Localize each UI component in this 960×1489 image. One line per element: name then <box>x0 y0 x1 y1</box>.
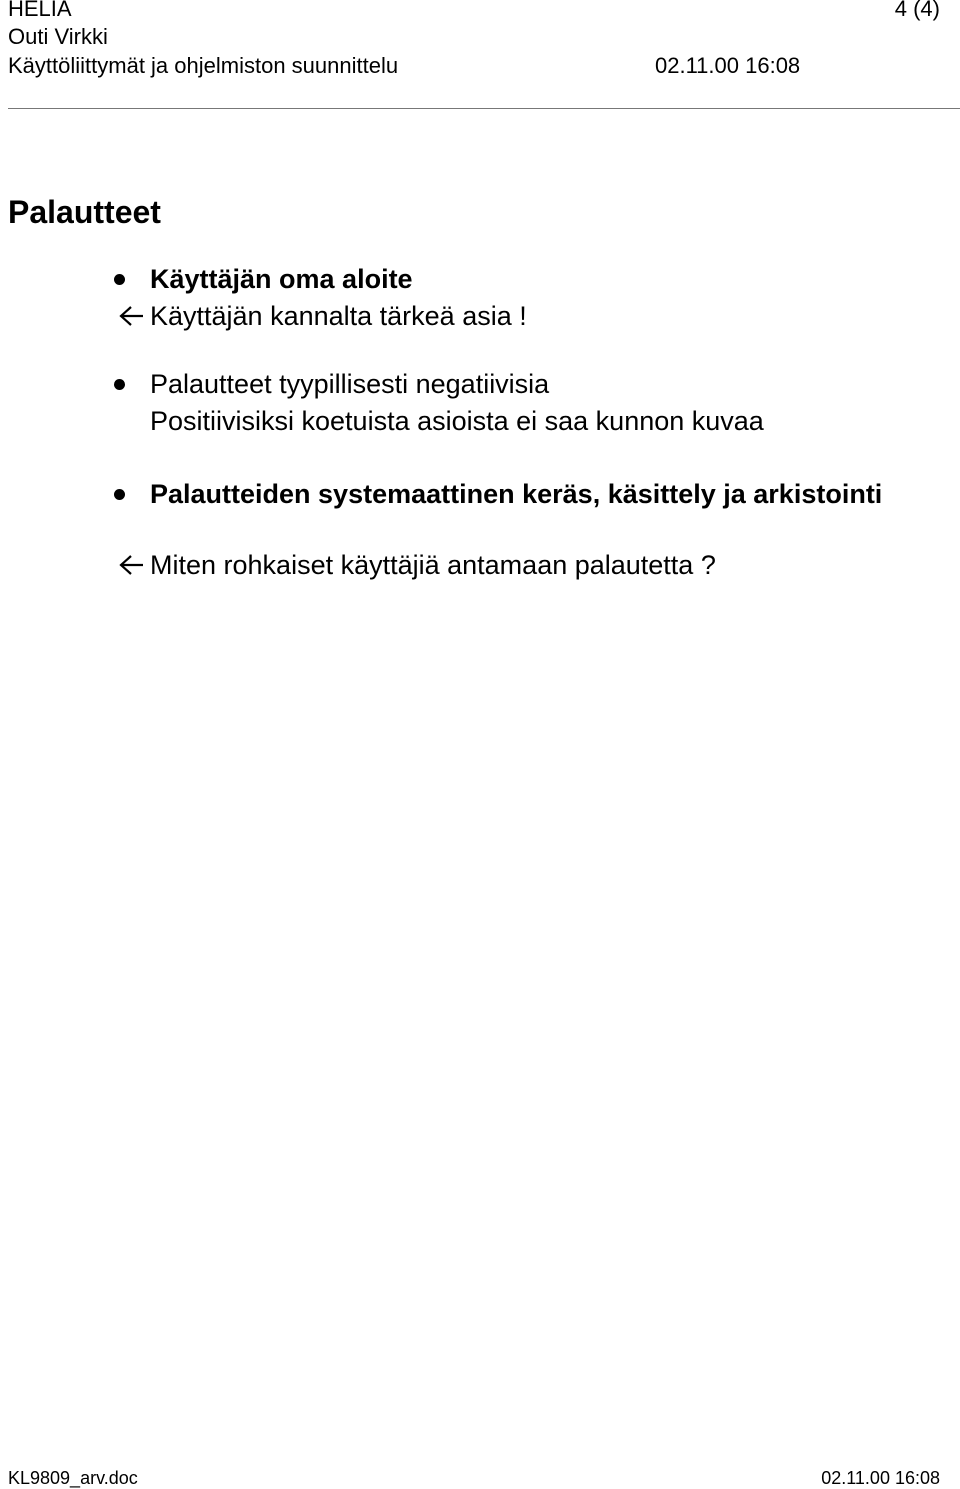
list-item: Palautteiden systemaattinen keräs, käsittely ja arkistointi <box>150 479 883 509</box>
list-item: Käyttäjän oma aloite <box>150 264 413 294</box>
bullet-icon <box>114 489 125 500</box>
bullet-icon <box>114 274 125 285</box>
arrow-left-icon <box>118 305 144 327</box>
footer-filename: KL9809_arv.doc <box>8 1468 138 1488</box>
bullet-icon <box>114 379 125 390</box>
list-item-continuation: Positiivisiksi koetuista asioista ei saa kunnon kuvaa <box>150 406 764 436</box>
header-author: Outi Virkki <box>8 24 108 49</box>
header-divider <box>8 108 960 109</box>
list-item: Miten rohkaiset käyttäjiä antamaan palautetta ? <box>150 550 716 580</box>
footer-datetime: 02.11.00 16:08 <box>821 1468 940 1488</box>
page-title: Palautteet <box>8 194 161 230</box>
header-page-number: 4 (4) <box>894 0 940 21</box>
header-organization: HELIA <box>8 0 72 21</box>
list-item: Käyttäjän kannalta tärkeä asia ! <box>150 301 527 331</box>
header-course: Käyttöliittymät ja ohjelmiston suunnittelu <box>8 53 399 78</box>
arrow-left-icon <box>118 554 144 576</box>
header-datetime: 02.11.00 16:08 <box>655 53 801 78</box>
list-item: Palautteet tyypillisesti negatiivisia <box>150 369 550 399</box>
